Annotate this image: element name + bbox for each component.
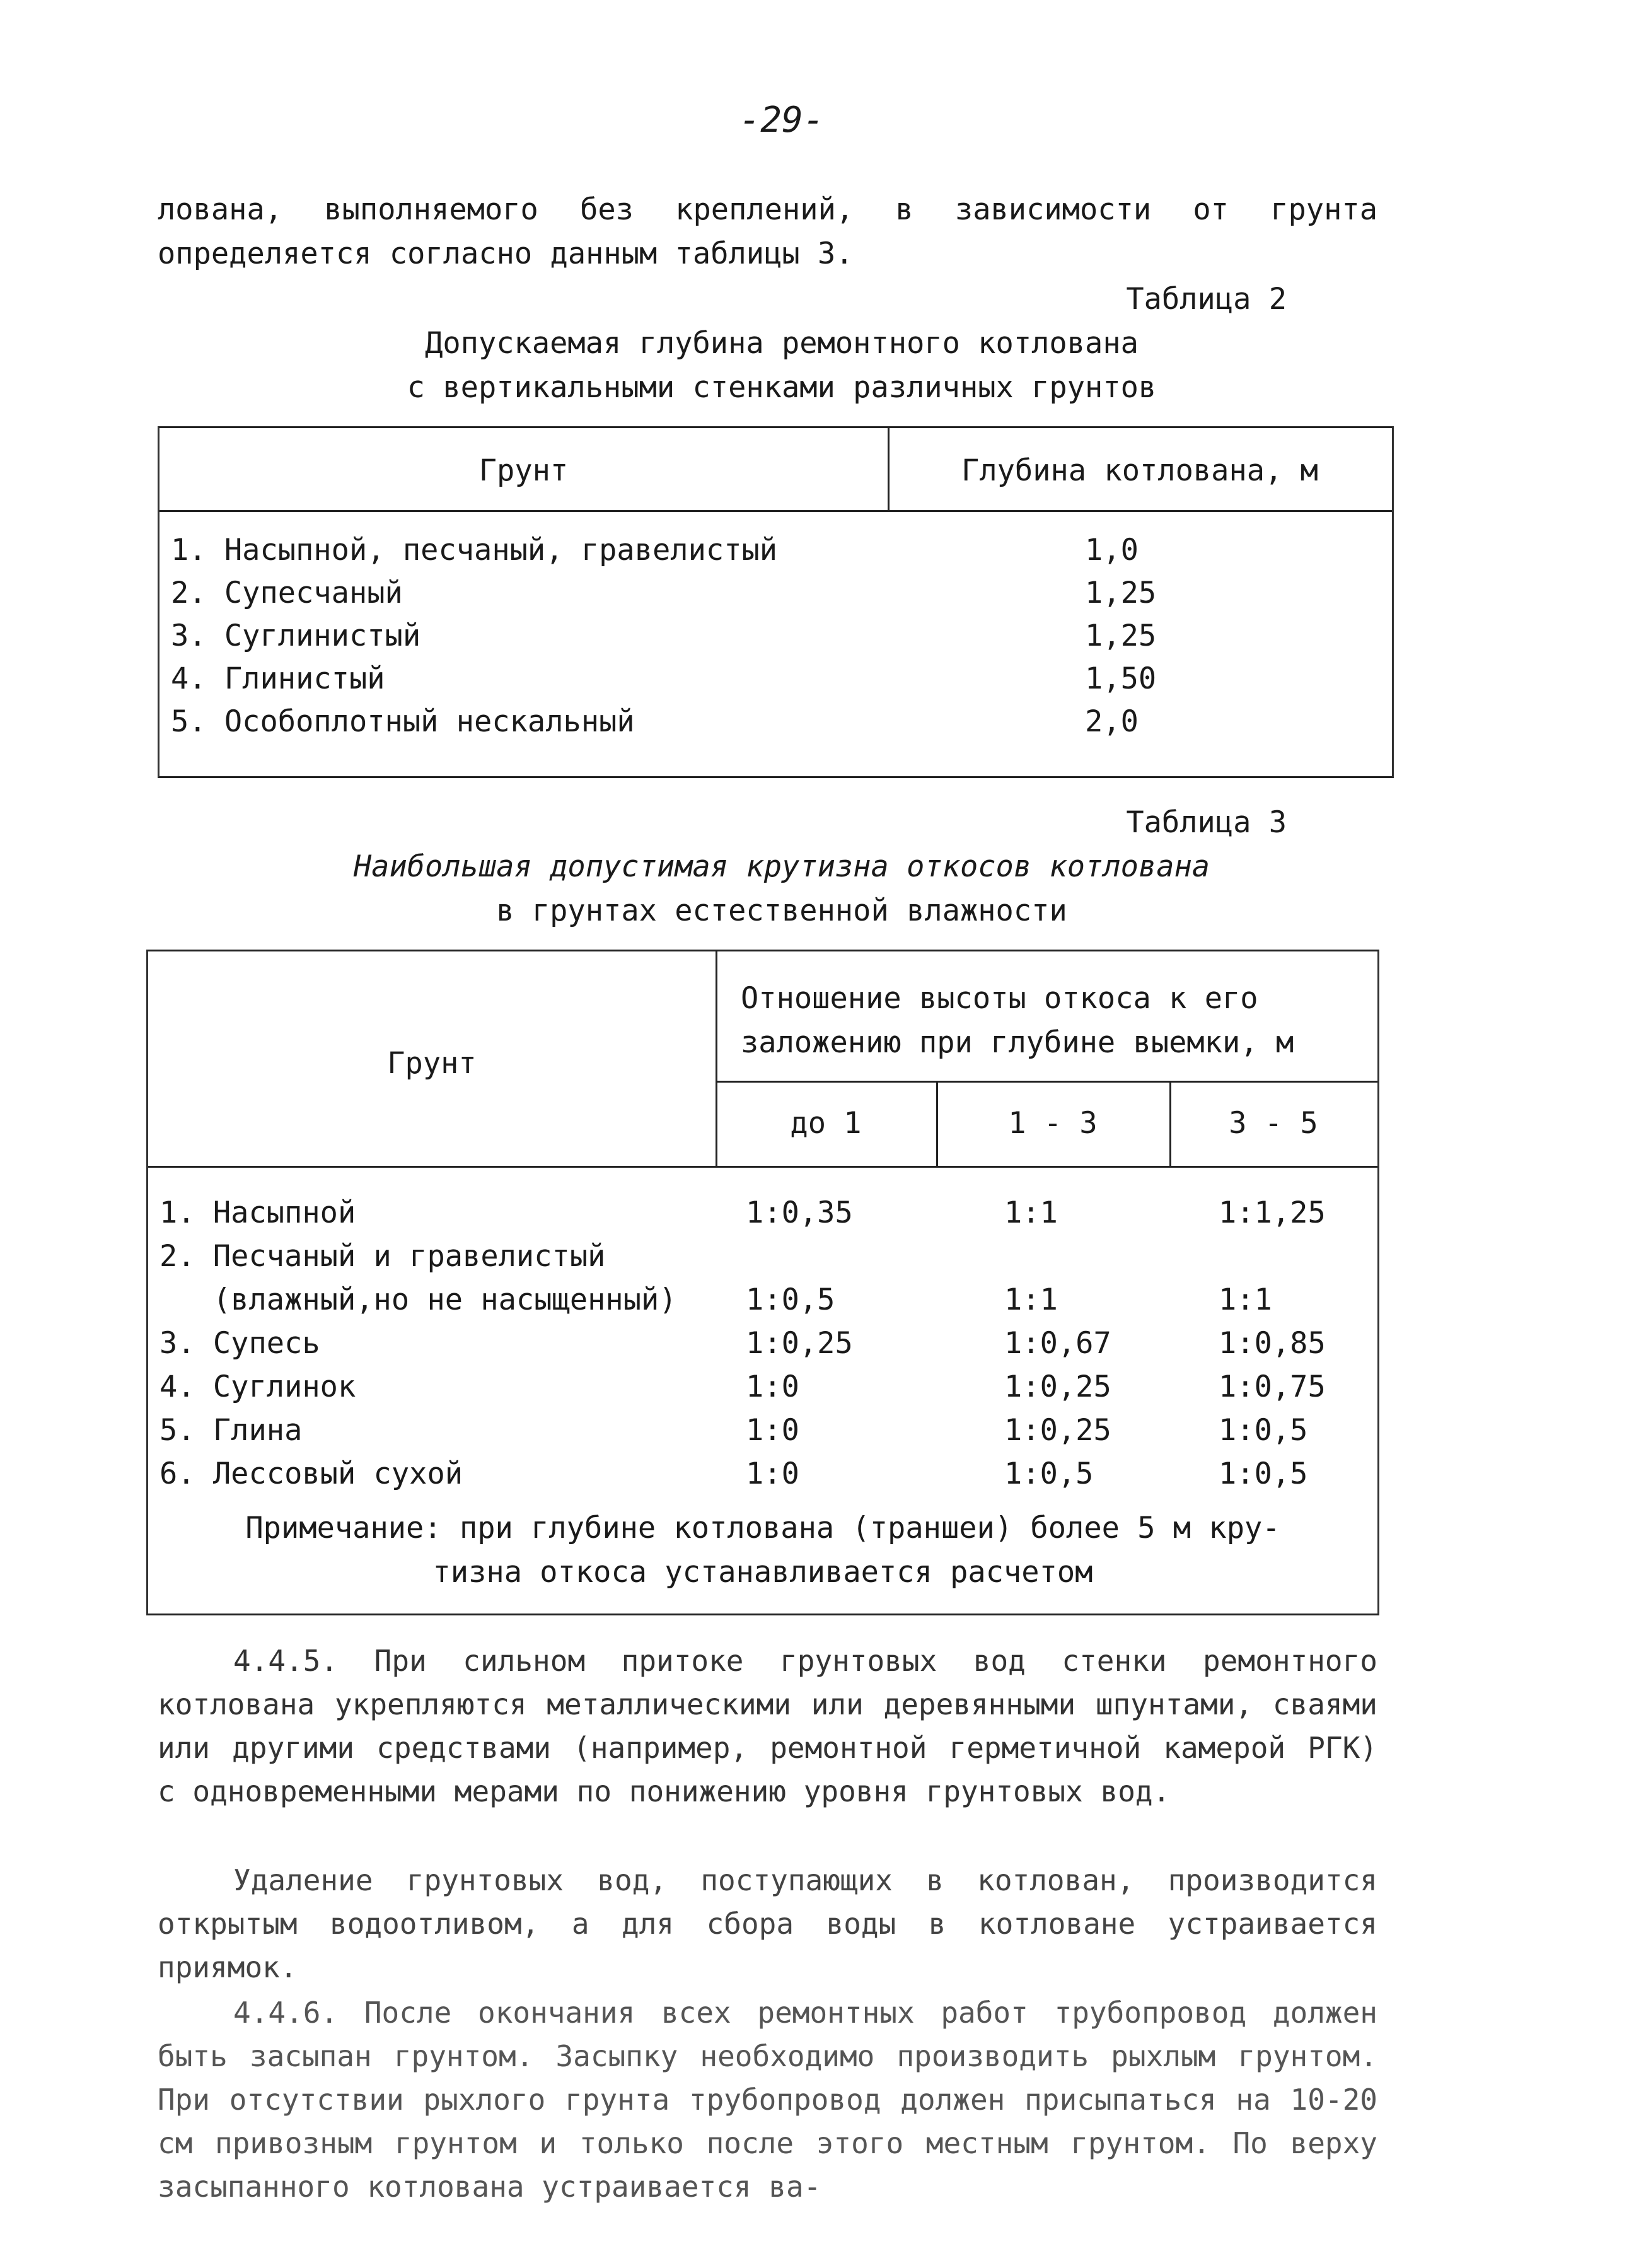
table3-ratio-cell: 1:0,5 <box>746 1282 835 1317</box>
table3-soil-cell: 6. Лессовый сухой <box>159 1457 463 1491</box>
table3-ratio-cell: 1:0,5 <box>1219 1457 1308 1491</box>
table3-title-line1: Наибольшая допустимая крутизна откосов котлована <box>353 849 1210 884</box>
table-row <box>159 1409 1370 1452</box>
table3-subheader-rule <box>716 1081 1377 1083</box>
table3-note-line1: Примечание: при глубине котлована (траншеи) более 5 м кру- <box>245 1511 1280 1545</box>
table-row <box>159 1452 1370 1496</box>
table-row <box>171 658 1381 701</box>
table3-header-ratio-line2: заложению при глубине выемки, м <box>741 1025 1294 1060</box>
table3-ratio-cell: 1:0,75 <box>1219 1370 1326 1404</box>
table3-header-ratio <box>741 977 1365 1065</box>
table3-ratio-cell: 1:0 <box>746 1457 799 1491</box>
table3-ratio-cell: 1:1,25 <box>1219 1195 1326 1230</box>
table3-subheader-depth-2: 1 - 3 <box>1008 1106 1098 1141</box>
table3-note-line2: тизна откоса устанавливается расчетом <box>432 1555 1093 1590</box>
table3-subheader-depth-3: 3 - 5 <box>1229 1106 1318 1141</box>
table-row <box>171 529 1381 572</box>
table3-soil-cell: (влажный,но не насыщенный) <box>159 1282 677 1317</box>
table2 <box>158 426 1394 778</box>
table3-ratio-cell: 1:0,5 <box>1004 1457 1094 1491</box>
table3-subheader-depth-1: до 1 <box>790 1106 862 1141</box>
table3-soil-cell: 4. Суглинок <box>159 1370 356 1404</box>
table-row <box>159 1235 1370 1278</box>
table3-soil-cell: 3. Супесь <box>159 1326 320 1361</box>
table2-header-soil: Грунт <box>478 453 569 488</box>
table3-ratio-cell: 1:1 <box>1219 1282 1272 1317</box>
table2-label: Таблица 2 <box>1126 282 1287 317</box>
table3-ratio-cell: 1:0 <box>746 1370 799 1404</box>
table3-ratio-cell: 1:0 <box>746 1413 799 1448</box>
table-row <box>171 701 1381 743</box>
table3 <box>146 950 1379 1615</box>
table3-soil-cell: 5. Глина <box>159 1413 303 1448</box>
table3-body <box>159 1191 1370 1496</box>
table2-header <box>159 428 1392 512</box>
table-row <box>171 572 1381 615</box>
table-row <box>159 1322 1370 1365</box>
table3-header-ratio-line1: Отношение высоты откоса к его <box>741 981 1258 1016</box>
table-row <box>159 1278 1370 1322</box>
table-row <box>159 1365 1370 1409</box>
table3-ratio-cell: 1:0,25 <box>1004 1370 1111 1404</box>
table2-soil-cell: 3. Суглинистый <box>171 619 421 653</box>
table2-soil-cell: 5. Особоплотный нескальный <box>171 704 635 739</box>
table2-soil-cell: 1. Насыпной, песчаный, гравелистый <box>171 533 778 567</box>
table3-ratio-cell: 1:0,25 <box>746 1326 853 1361</box>
table2-depth-cell: 1,0 <box>1085 533 1139 567</box>
table3-ratio-cell: 1:1 <box>1004 1195 1058 1230</box>
table3-title-line2: в грунтах естественной влажности <box>496 893 1067 928</box>
table2-depth-cell: 1,50 <box>1085 661 1157 696</box>
table2-depth-cell: 1,25 <box>1085 619 1157 653</box>
table2-depth-cell: 2,0 <box>1085 704 1139 739</box>
table3-soil-cell: 1. Насыпной <box>159 1195 356 1230</box>
paragraph-groundwater-removal: Удаление грунтовых вод, поступающих в котлован, производится открытым водоотливом, а для сбора воды в котловане устраивается приямок. <box>158 1863 1377 1984</box>
intro-paragraph: лована, выполняемого без креплений, в зависимости от грунта определяется согласно данным таблицы 3. <box>158 192 1377 271</box>
table3-note <box>148 1506 1377 1595</box>
table3-ratio-cell: 1:1 <box>1004 1282 1058 1317</box>
table3-ratio-cell: 1:0,85 <box>1219 1326 1326 1361</box>
table-row <box>171 615 1381 658</box>
table2-title-line2: с вертикальными стенками различных грунтов <box>407 370 1157 405</box>
table3-label: Таблица 3 <box>1126 805 1287 840</box>
table3-header-soil: Грунт <box>387 1046 477 1081</box>
table2-title-line1: Допускаемая глубина ремонтного котлована <box>425 326 1139 361</box>
page-number: -29- <box>739 100 825 141</box>
table2-depth-cell: 1,25 <box>1085 576 1157 610</box>
table3-header <box>148 951 1377 1168</box>
table3-soil-cell: 2. Песчаный и гравелистый <box>159 1239 606 1274</box>
table3-ratio-cell: 1:0,35 <box>746 1195 853 1230</box>
paragraph-4-4-6: 4.4.6. После окончания всех ремонтных работ трубопровод должен быть засыпан грунтом. Засыпку необходимо производить рыхлым грунтом. При отсутствии рыхлого грунта трубопровод должен присыпаться на 10-20 см привозным грунтом и только после этого местным грунтом. По верху засыпанного котлована устраивается ва- <box>158 1996 1377 2204</box>
table2-soil-cell: 4. Глинистый <box>171 661 385 696</box>
table3-ratio-cell: 1:0,5 <box>1219 1413 1308 1448</box>
table2-header-depth: Глубина котлована, м <box>961 453 1318 488</box>
table3-ratio-cell: 1:0,67 <box>1004 1326 1111 1361</box>
paragraph-4-4-5: 4.4.5. При сильном притоке грунтовых вод стенки ремонтного котлована укрепляются металлическими или деревянными шпунтами, сваями или другими средствами (например, ремонтной герметичной камерой РГК) с одновременными мерами по понижению уровня грунтовых вод. <box>158 1644 1377 1808</box>
table2-soil-cell: 2. Супесчаный <box>171 576 403 610</box>
table3-ratio-cell: 1:0,25 <box>1004 1413 1111 1448</box>
table-row <box>159 1191 1370 1235</box>
table2-body <box>171 529 1381 743</box>
